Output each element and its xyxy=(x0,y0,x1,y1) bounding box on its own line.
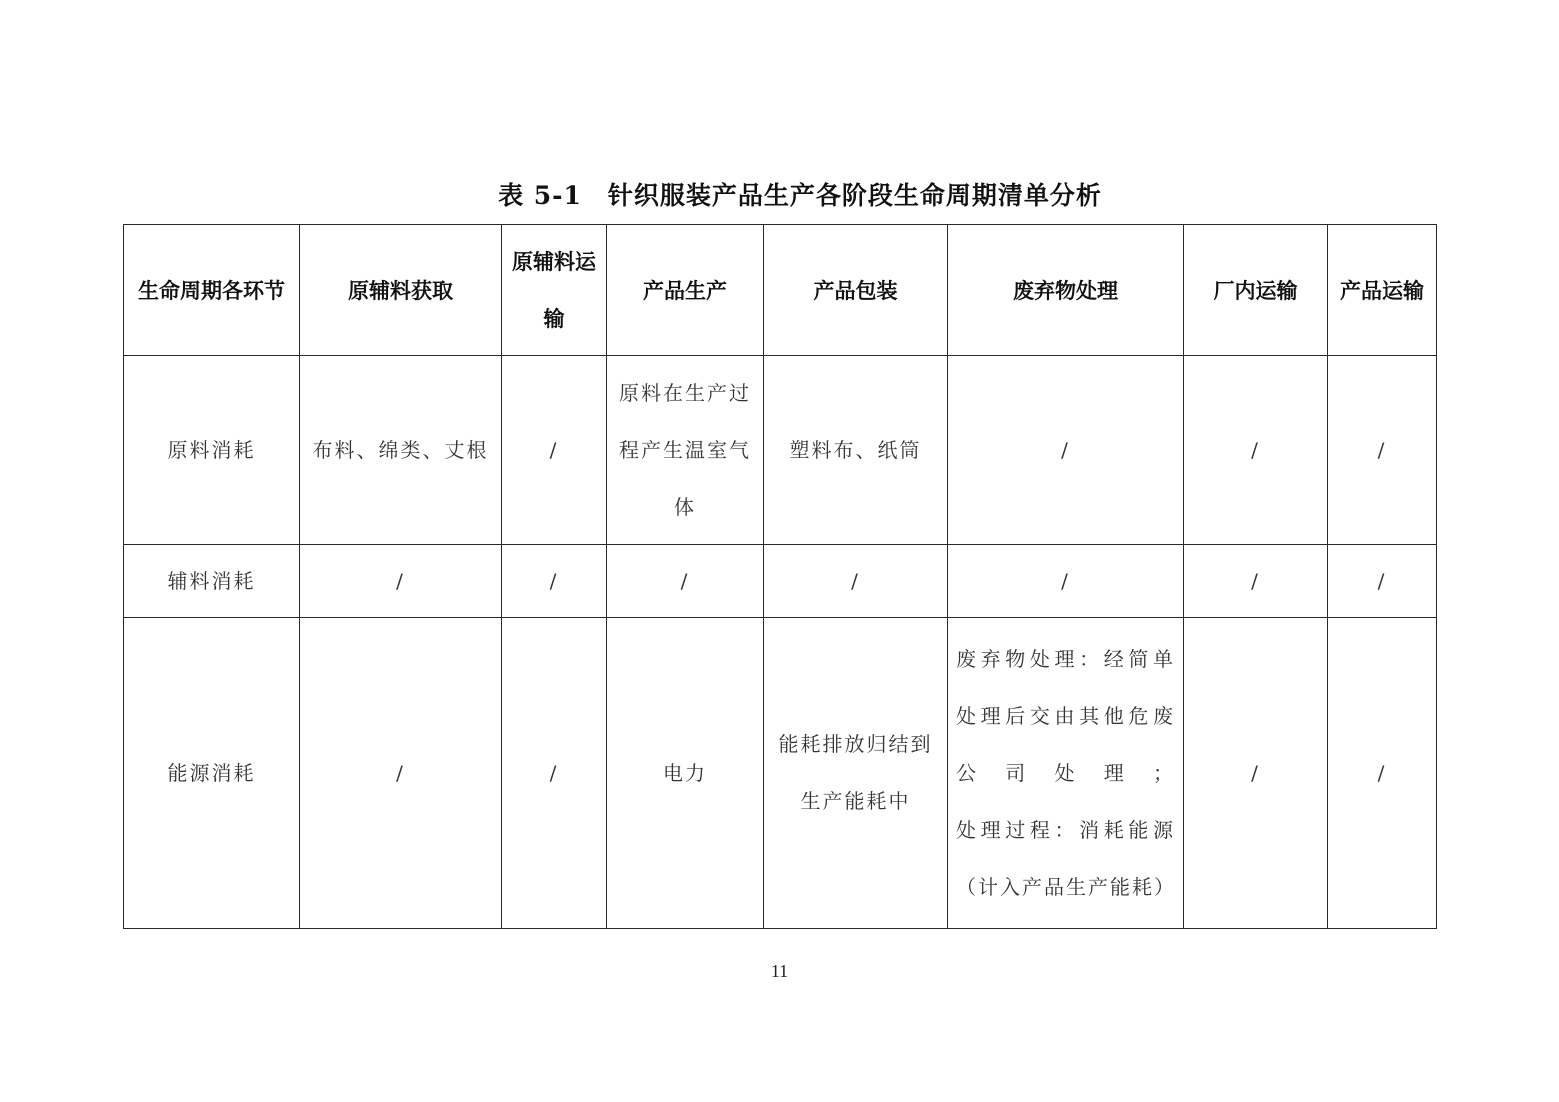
table-cell: / xyxy=(1328,356,1437,545)
waste-treatment-cell xyxy=(948,618,1184,929)
header-row xyxy=(124,225,1437,356)
header-lifecycle-stage: 生命周期各环节 xyxy=(124,225,300,356)
header-packaging: 产品包装 xyxy=(764,225,948,356)
waste-process-text: 处理过程：消耗能源（计入产品生产能耗） xyxy=(956,817,1176,899)
table-cell: / xyxy=(1184,618,1328,929)
table-cell: 原料在生产过程产生温室气体 xyxy=(607,356,764,545)
table-cell: / xyxy=(948,356,1184,545)
row-label: 辅料消耗 xyxy=(124,545,300,618)
table-cell: 电力 xyxy=(607,618,764,929)
waste-treatment-text: 废弃物处理：经简单处理后交由其他危废公司处理； xyxy=(956,646,1175,785)
table-row xyxy=(124,618,1437,929)
header-product-transport: 产品运输 xyxy=(1328,225,1437,356)
table-cell: / xyxy=(948,545,1184,618)
page-number: 11 xyxy=(770,961,789,981)
table-cell: / xyxy=(502,618,607,929)
header-material-acquisition: 原辅料获取 xyxy=(300,225,502,356)
table-cell: / xyxy=(764,545,948,618)
table-cell: / xyxy=(1184,356,1328,545)
table-title: 表 5-1 针织服装产品生产各阶段生命周期清单分析 xyxy=(498,181,1102,210)
table-cell: 塑料布、纸筒 xyxy=(764,356,948,545)
lifecycle-inventory-table xyxy=(123,224,1437,929)
table-cell: / xyxy=(502,356,607,545)
header-in-plant-transport: 厂内运输 xyxy=(1184,225,1328,356)
table-cell: 能耗排放归结到生产能耗中 xyxy=(764,618,948,929)
header-production: 产品生产 xyxy=(607,225,764,356)
header-material-transport: 原辅料运输 xyxy=(502,225,607,356)
row-label: 原料消耗 xyxy=(124,356,300,545)
table-cell: 布料、绵类、丈根 xyxy=(300,356,502,545)
header-waste-treatment: 废弃物处理 xyxy=(948,225,1184,356)
table-cell: / xyxy=(1184,545,1328,618)
table-cell: / xyxy=(1328,618,1437,929)
table-cell: / xyxy=(300,618,502,929)
row-label: 能源消耗 xyxy=(124,618,300,929)
table-cell: / xyxy=(1328,545,1437,618)
table-row xyxy=(124,545,1437,618)
table-cell: / xyxy=(607,545,764,618)
table-cell: / xyxy=(300,545,502,618)
table-row xyxy=(124,356,1437,545)
table-cell: / xyxy=(502,545,607,618)
